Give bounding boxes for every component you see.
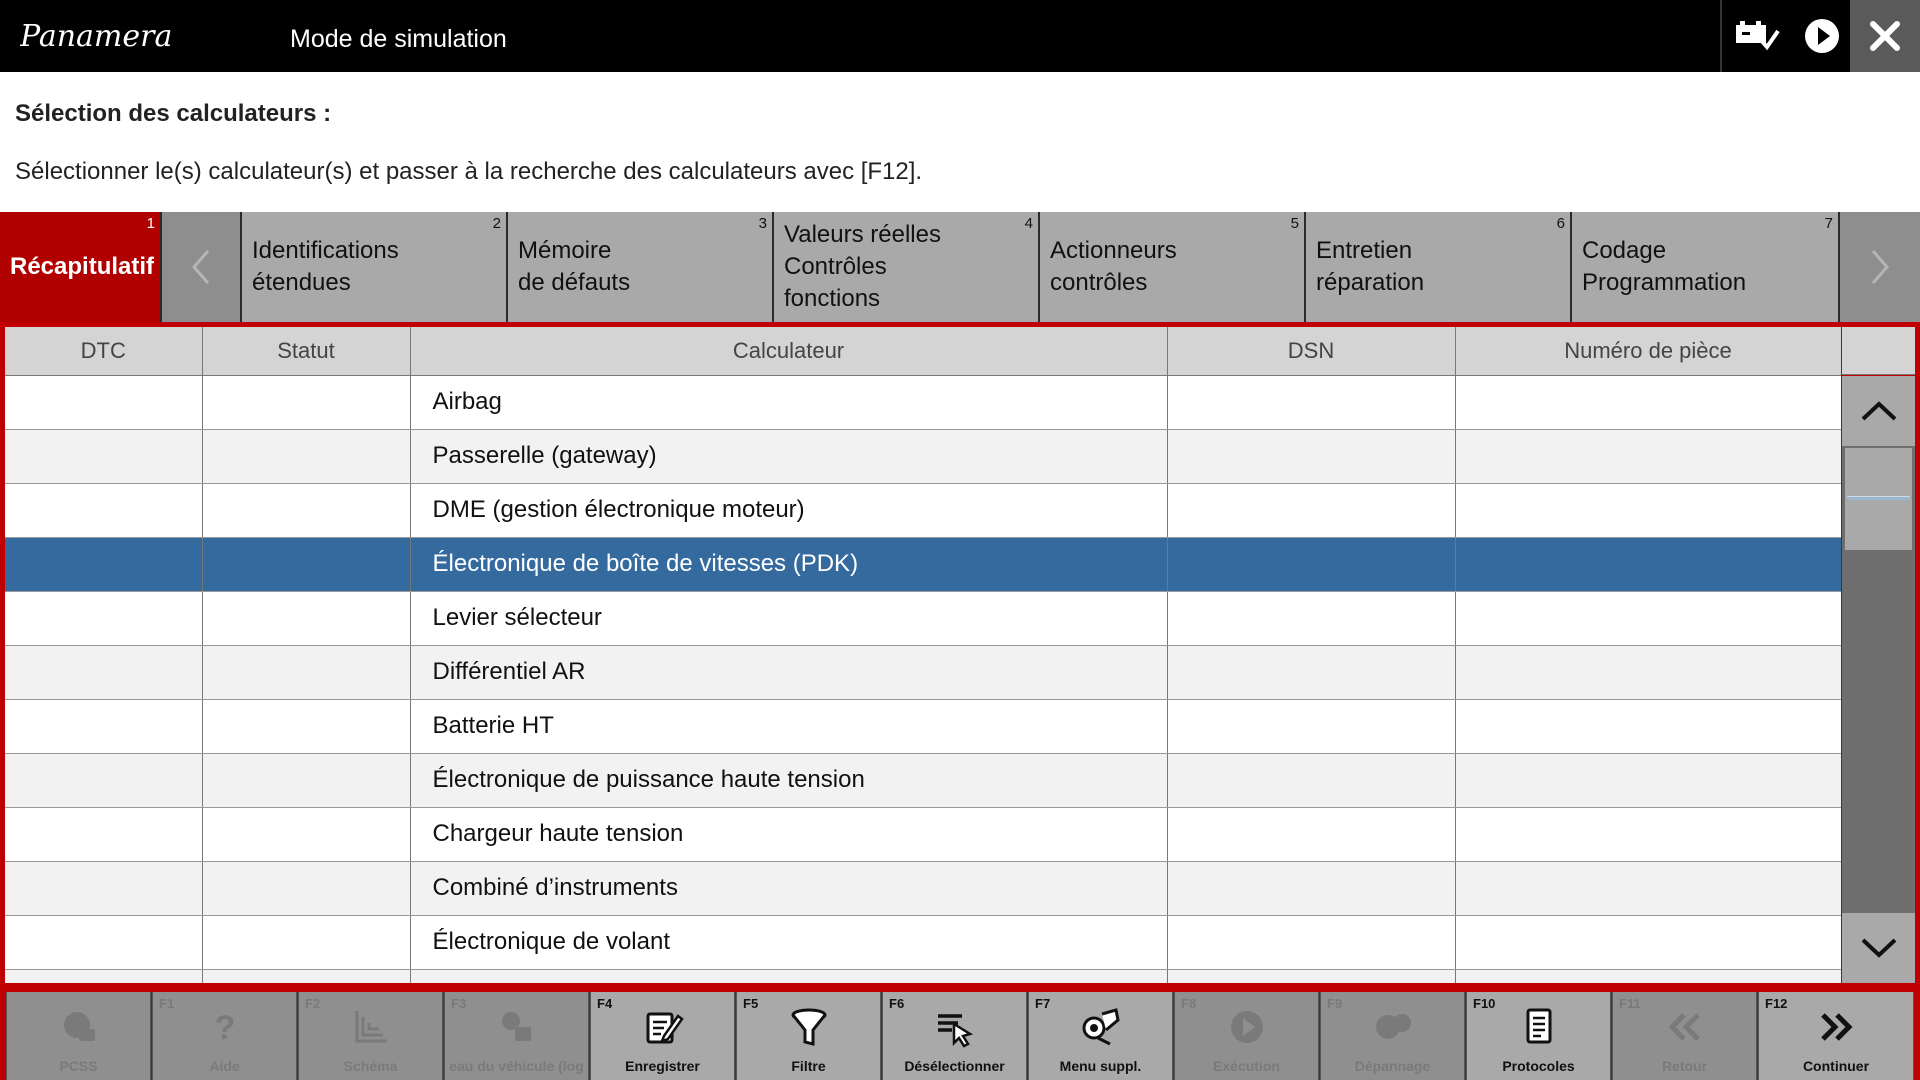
vehicle-log-button[interactable]	[444, 992, 589, 1080]
close-icon	[1868, 19, 1902, 53]
filter-button[interactable]	[736, 992, 881, 1080]
battery-check-icon	[1734, 19, 1780, 53]
part-number-cell	[1455, 375, 1841, 429]
back-button[interactable]	[1612, 992, 1757, 1080]
play-icon	[1803, 17, 1841, 55]
fkey-number: F9	[1327, 996, 1343, 1011]
fkey-label: Enregistrer	[625, 1058, 700, 1074]
battery-check-button[interactable]	[1722, 0, 1792, 72]
dsn-cell	[1167, 753, 1455, 807]
page-instruction: Sélectionner le(s) calculateur(s) et passer à la recherche des calculateurs avec [F12].	[15, 158, 923, 185]
part-number-cell	[1455, 807, 1841, 861]
fkey-label: Continuer	[1802, 1058, 1870, 1074]
save-icon	[642, 1006, 684, 1048]
tab-label: Actionneurs contrôles	[1050, 237, 1177, 296]
fkey-label: Aide	[209, 1058, 240, 1074]
fkey-number: F8	[1181, 996, 1197, 1011]
calculateur-cell: Électronique de puissance haute tension	[410, 753, 1167, 807]
fkey-label: Retour	[1661, 1058, 1708, 1074]
table-row[interactable]	[5, 645, 1841, 699]
fkey-number: F11	[1619, 996, 1641, 1011]
scroll-up-button[interactable]	[1842, 376, 1915, 446]
fkey-number: F3	[451, 996, 467, 1011]
extra-menu-icon	[1080, 1006, 1122, 1048]
fkey-number: F7	[1035, 996, 1051, 1011]
fkey-number: F10	[1473, 996, 1496, 1011]
dtc-cell	[5, 753, 202, 807]
dtc-cell	[5, 483, 202, 537]
help-button[interactable]	[152, 992, 297, 1080]
tab-label: Mémoire de défauts	[518, 237, 631, 296]
table-row-selected[interactable]	[5, 537, 1841, 591]
fkey-number: F2	[305, 996, 321, 1011]
column-header-dsn[interactable]: DSN	[1167, 327, 1455, 375]
continue-icon	[1815, 1007, 1857, 1047]
play-button[interactable]	[1792, 0, 1852, 72]
part-number-cell	[1455, 753, 1841, 807]
tab-bar	[0, 212, 1920, 322]
panamera-logo	[20, 18, 210, 54]
dsn-cell	[1167, 699, 1455, 753]
tab-label: Récapitulatif	[10, 253, 155, 280]
back-icon	[1664, 1007, 1706, 1047]
dsn-cell	[1167, 375, 1455, 429]
table-row[interactable]	[5, 861, 1841, 915]
dtc-cell	[5, 429, 202, 483]
statut-cell	[202, 645, 410, 699]
column-header-statut[interactable]: Statut	[202, 327, 410, 375]
part-number-cell	[1455, 429, 1841, 483]
dsn-cell	[1167, 969, 1455, 983]
tab-number: 6	[1556, 215, 1565, 232]
scroll-thumb[interactable]	[1845, 448, 1912, 550]
dsn-cell	[1167, 645, 1455, 699]
part-number-cell	[1455, 969, 1841, 983]
calculateur-cell	[410, 969, 1167, 983]
svg-text:?: ?	[214, 1009, 235, 1047]
scroll-thumb-grip	[1847, 496, 1910, 500]
dsn-cell	[1167, 807, 1455, 861]
function-key-bar	[0, 988, 1920, 1080]
tab-entretien[interactable]	[1306, 212, 1572, 322]
execute-button[interactable]	[1174, 992, 1319, 1080]
tab-valeurs-reelles[interactable]	[774, 212, 1040, 322]
protocols-button[interactable]	[1466, 992, 1611, 1080]
continue-button[interactable]	[1758, 992, 1914, 1080]
part-number-cell	[1455, 699, 1841, 753]
calculateur-cell: Électronique de volant	[410, 915, 1167, 969]
calculateur-cell: Batterie HT	[410, 699, 1167, 753]
pcss-icon	[59, 1007, 99, 1047]
part-number-cell	[1455, 537, 1841, 591]
deselect-button[interactable]	[882, 992, 1027, 1080]
calculateur-cell: Passerelle (gateway)	[410, 429, 1167, 483]
tab-scroll-left-button[interactable]	[162, 212, 242, 322]
statut-cell	[202, 483, 410, 537]
scrollbar-header	[1842, 327, 1915, 375]
table-row[interactable]	[5, 591, 1841, 645]
statut-cell	[202, 429, 410, 483]
chevron-up-icon	[1859, 399, 1899, 423]
statut-cell	[202, 375, 410, 429]
scroll-down-button[interactable]	[1842, 913, 1915, 983]
table-row[interactable]	[5, 375, 1841, 429]
tab-actionneurs[interactable]	[1040, 212, 1306, 322]
fkey-number: F12	[1765, 996, 1788, 1011]
calculateur-cell: Différentiel AR	[410, 645, 1167, 699]
dsn-cell	[1167, 861, 1455, 915]
fkey-label: eau du véhicule (log	[449, 1058, 584, 1074]
dsn-cell	[1167, 429, 1455, 483]
dtc-cell	[5, 645, 202, 699]
fkey-label: Exécution	[1213, 1058, 1280, 1074]
execute-icon	[1227, 1007, 1267, 1047]
schema-icon	[351, 1007, 391, 1047]
tab-number: 1	[146, 215, 155, 232]
statut-cell	[202, 807, 410, 861]
fkey-number: F1	[159, 996, 175, 1011]
fkey-label: Schéma	[343, 1058, 398, 1074]
calculateur-cell: Airbag	[410, 375, 1167, 429]
table-header	[5, 327, 1841, 375]
tab-number: 2	[492, 215, 501, 232]
statut-cell	[202, 861, 410, 915]
statut-cell	[202, 591, 410, 645]
tab-memoire-defauts[interactable]	[508, 212, 774, 322]
calculateur-cell: Chargeur haute tension	[410, 807, 1167, 861]
fkey-label: Désélectionner	[904, 1058, 1005, 1074]
tab-scroll-right-button[interactable]	[1840, 212, 1920, 322]
statut-cell	[202, 699, 410, 753]
column-header-dtc[interactable]: DTC	[5, 327, 202, 375]
tab-codage[interactable]	[1572, 212, 1840, 322]
vehicle-log-icon	[497, 1007, 537, 1047]
table-row[interactable]	[5, 969, 1841, 983]
tab-label: Identifications étendues	[252, 237, 399, 296]
part-number-cell	[1455, 915, 1841, 969]
table-row[interactable]	[5, 699, 1841, 753]
part-number-cell	[1455, 591, 1841, 645]
deselect-icon	[934, 1006, 976, 1048]
dsn-cell	[1167, 537, 1455, 591]
calculateur-cell: Combiné d’instruments	[410, 861, 1167, 915]
chevron-right-icon	[1865, 247, 1895, 287]
tab-number: 7	[1824, 215, 1833, 232]
part-number-cell	[1455, 645, 1841, 699]
protocols-icon	[1518, 1006, 1560, 1048]
tab-number: 4	[1024, 215, 1033, 232]
dtc-cell	[5, 537, 202, 591]
fkey-number: F4	[597, 996, 613, 1011]
dtc-cell	[5, 375, 202, 429]
dsn-cell	[1167, 915, 1455, 969]
ecu-grid-frame	[0, 322, 1920, 988]
fkey-label: Menu suppl.	[1059, 1058, 1142, 1074]
extra-menu-button[interactable]	[1028, 992, 1173, 1080]
page-heading: Sélection des calculateurs :	[15, 100, 332, 127]
table-scrollbar[interactable]	[1842, 376, 1915, 983]
schema-button[interactable]	[298, 992, 443, 1080]
ecu-table	[5, 327, 1841, 983]
table-row[interactable]	[5, 753, 1841, 807]
dtc-cell	[5, 591, 202, 645]
dtc-cell	[5, 699, 202, 753]
statut-cell	[202, 537, 410, 591]
help-icon	[205, 1007, 245, 1047]
chevron-left-icon	[186, 247, 216, 287]
app-title: Mode de simulation	[290, 25, 507, 53]
fkey-label: Filtre	[791, 1058, 826, 1074]
fkey-number: F6	[889, 996, 905, 1011]
dsn-cell	[1167, 591, 1455, 645]
chevron-down-icon	[1859, 936, 1899, 960]
tab-label: Codage Programmation	[1582, 237, 1747, 296]
save-button[interactable]	[590, 992, 735, 1080]
table-row[interactable]	[5, 807, 1841, 861]
fkey-label: Dépannage	[1354, 1058, 1431, 1074]
part-number-cell	[1455, 483, 1841, 537]
table-row[interactable]	[5, 483, 1841, 537]
dtc-cell	[5, 915, 202, 969]
tab-number: 5	[1290, 215, 1299, 232]
part-number-cell	[1455, 861, 1841, 915]
troubleshoot-icon	[1372, 1007, 1414, 1047]
tab-recapitulatif[interactable]	[0, 212, 162, 322]
tab-label: Entretien réparation	[1316, 237, 1425, 296]
tab-number: 3	[758, 215, 767, 232]
fkey-label: PCSS	[59, 1058, 98, 1074]
pcss-button[interactable]	[6, 992, 151, 1080]
dtc-cell	[5, 807, 202, 861]
calculateur-cell: Levier sélecteur	[410, 591, 1167, 645]
dsn-cell	[1167, 483, 1455, 537]
fkey-number: F5	[743, 996, 759, 1011]
table-row[interactable]	[5, 915, 1841, 969]
brand-text: Panamera	[20, 19, 173, 54]
fkey-label: Protocoles	[1502, 1058, 1575, 1074]
column-header-numero-piece[interactable]: Numéro de pièce	[1455, 327, 1841, 375]
dtc-cell	[5, 861, 202, 915]
title-bar	[0, 0, 1920, 72]
table-row[interactable]	[5, 429, 1841, 483]
calculateur-cell: Électronique de boîte de vitesses (PDK)	[410, 537, 1167, 591]
tab-identifications[interactable]	[242, 212, 508, 322]
column-header-calculateur[interactable]: Calculateur	[410, 327, 1167, 375]
calculateur-cell: DME (gestion électronique moteur)	[410, 483, 1167, 537]
statut-cell	[202, 915, 410, 969]
dtc-cell	[5, 969, 202, 983]
statut-cell	[202, 753, 410, 807]
tab-label: Valeurs réelles Contrôles fonctions	[784, 221, 941, 312]
close-button[interactable]	[1850, 0, 1920, 72]
troubleshoot-button[interactable]	[1320, 992, 1465, 1080]
statut-cell	[202, 969, 410, 983]
filter-icon	[788, 1006, 830, 1048]
